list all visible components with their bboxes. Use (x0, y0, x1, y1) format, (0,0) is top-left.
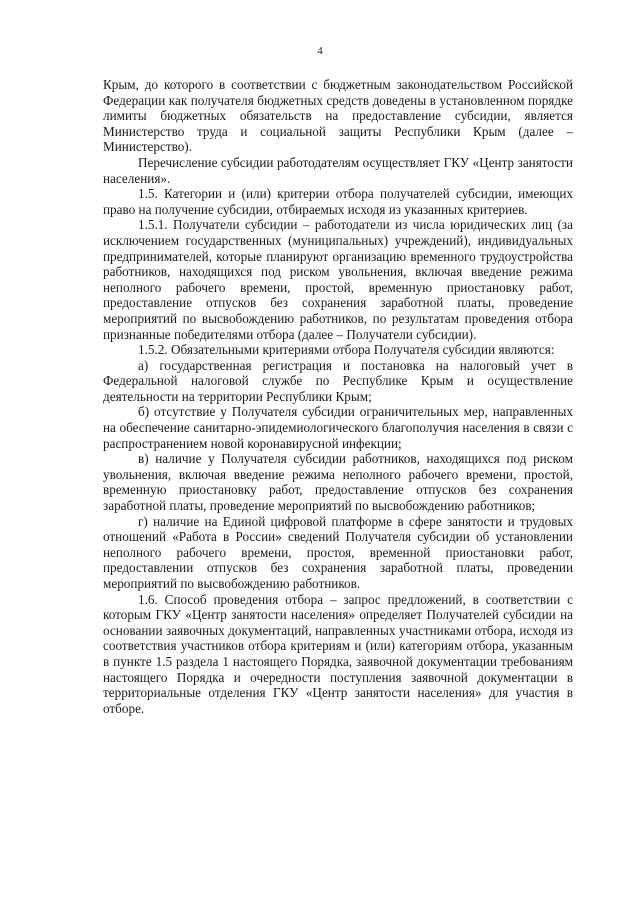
document-body (103, 77, 573, 716)
list-item-g-work-in-russia-platform: г) наличие на Единой цифровой платформе в сфере занятости и трудовых отношений «Работа в России» сведений Получателя субсидии об установлении неполного рабочего времени, простоя, временной приостановки работ, предоставлении отпусков без сохранения заработной платы, проведении мероприятий по высвобождению работников. (103, 513, 573, 591)
page-number: 4 (317, 45, 323, 57)
paragraph-transfer-subsidy: Перечисление субсидии работодателям осуществляет ГКУ «Центр занятости населения». (103, 154, 573, 186)
paragraph-1-5-2-mandatory-criteria: 1.5.2. Обязательными критериями отбора Получателя субсидии являются: (138, 342, 555, 358)
paragraph-1-6-selection-method: 1.6. Способ проведения отбора – запрос предложений, в соответствии с которым ГКУ «Центр занятости населения» определяет Получателей субсидии на основании заявочных документаций, направленных участниками отбора, исходя из соответствия участников отбора критериям и (или) категориям отбора, указанным в пункте 1.5 раздела 1 настоящего Порядка, заявочной документации требованиям настоящего Порядка и очередности поступления заявочной документации в территориальные отделения ГКУ «Центр занятости населения» для участия в отборе. (103, 591, 573, 716)
paragraph-1-5-criteria: 1.5. Категории и (или) критерии отбора получателей субсидии, имеющих право на получение субсидии, отбираемых исходя из указанных критериев. (103, 186, 573, 217)
list-item-b-no-restrictions: б) отсутствие у Получателя субсидии ограничительных мер, направленных на обеспечение санитарно-эпидемиологического благополучия населения в связи с распространением новой коронавирусной инфекции; (103, 404, 573, 451)
paragraph-1-5-1-recipients: 1.5.1. Получатели субсидии – работодатели из числа юридических лиц (за исключением государственных (муниципальных) учреждений), индивидуальных предпринимателей, которые планируют организацию временного трудоустройства работников, находящихся под риском увольнения, включая введение режима неполного рабочего времени, простой, временную приостановку работ, предоставление отпусков без сохранения заработной платы, проведение мероприятий по высвобождению работников, по результатам проведения отбора признанные победителями отбора (далее – Получатели субсидии). (103, 217, 573, 342)
paragraph-ministry-continuation: Крым, до которого в соответствии с бюджетным законодательством Российской Федерации как получателя бюджетных средств доведены в установленном порядке лимиты бюджетных обязательств на предоставление субсидии, является Министерство труда и социальной защиты Республики Крым (далее – Министерство). (103, 77, 573, 155)
list-item-v-employees-at-risk: в) наличие у Получателя субсидии работников, находящихся под риском увольнения, включая введение режима неполного рабочего времени, простой, временную приостановку работ, предоставление отпусков без сохранения заработной платы, проведение мероприятий по высвобождению работников; (103, 451, 573, 514)
list-item-a-registration: а) государственная регистрация и постановка на налоговый учет в Федеральной налоговой службе по Республике Крым и осуществление деятельности на территории Республики Крым; (103, 357, 573, 404)
